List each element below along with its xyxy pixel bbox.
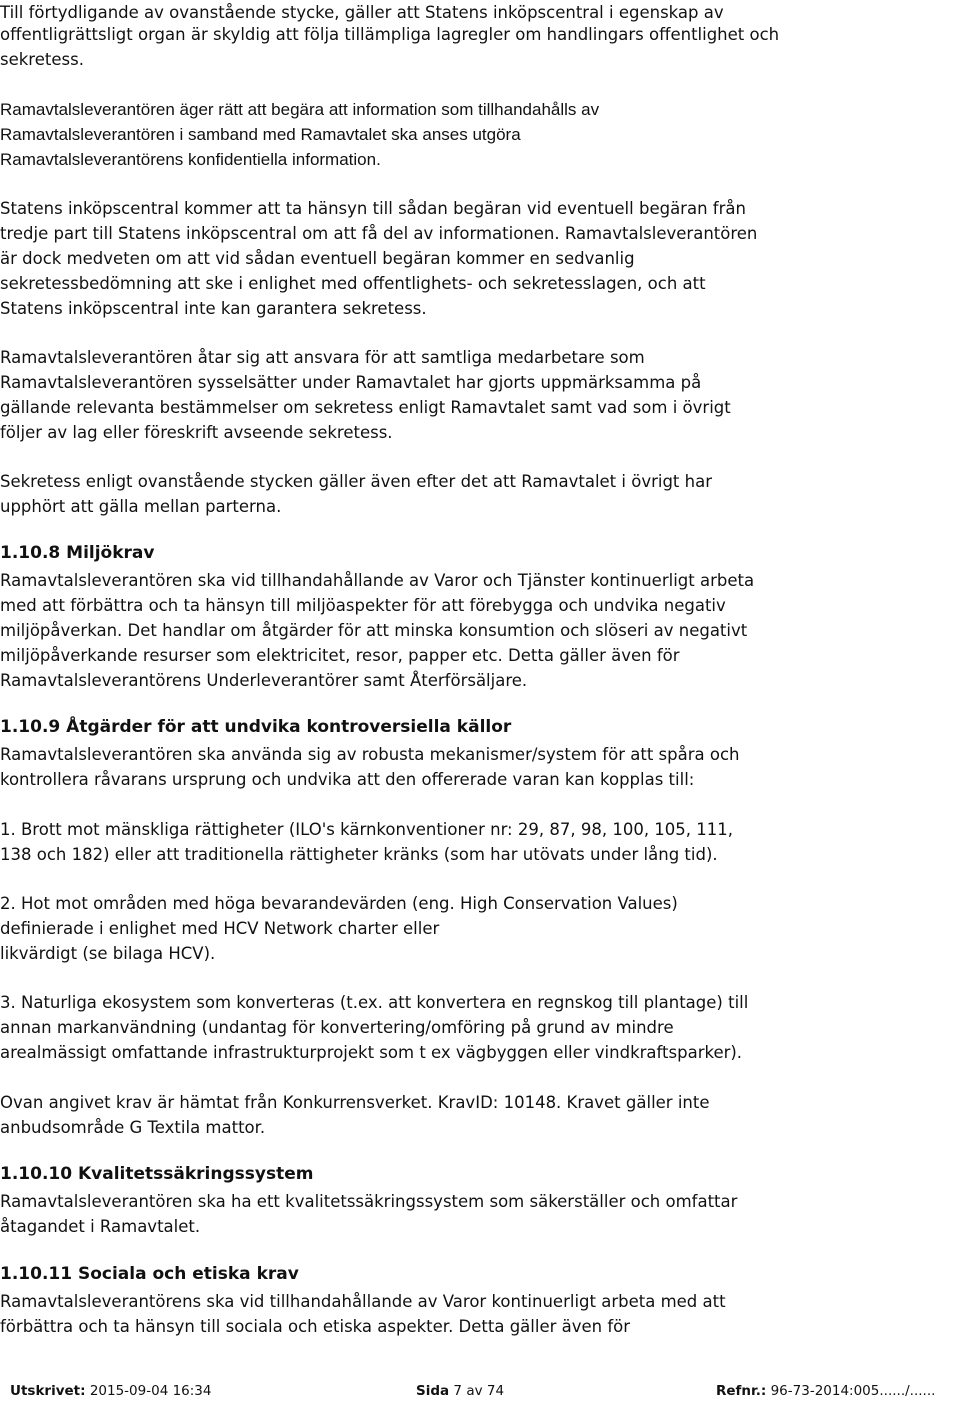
text-line: Sekretess enligt ovanstående stycken gäller även efter det att Ramavtalet i övrigt har bbox=[0, 472, 712, 491]
text-line: kontrollera råvarans ursprung och undvika att den offererade varan kan kopplas till: bbox=[0, 770, 695, 789]
text-line: definierade i enlighet med HCV Network charter eller bbox=[0, 919, 440, 938]
section-title: Sociala och etiska krav bbox=[77, 1264, 299, 1284]
text-line: Ramavtalsleverantören åtar sig att ansvara för att samtliga medarbetare som bbox=[0, 348, 645, 367]
text-line: Ramavtalsleverantören i samband med Ramavtalet ska anses utgöra bbox=[0, 125, 521, 144]
text-line: Ramavtalsleverantören sysselsätter under Ramavtalet har gjorts uppmärksamma på bbox=[0, 373, 702, 392]
text-line: Statens inköpscentral inte kan garantera sekretess. bbox=[0, 299, 427, 318]
text-line: 1. Brott mot mänskliga rättigheter (ILO's kärnkonventioner nr: 29, 87, 98, 100, 105, 111, bbox=[0, 820, 734, 839]
text-line: åtagandet i Ramavtalet. bbox=[0, 1217, 201, 1236]
footer-printed bbox=[10, 1382, 211, 1400]
text-line: offentligrättsligt organ är skyldig att följa tillämpliga lagregler om handlingars offentlighet och bbox=[0, 25, 780, 44]
text-line: miljöpåverkande resurser som elektricitet, resor, papper etc. Detta gäller även för bbox=[0, 646, 680, 665]
text-line: sekretessbedömning att ske i enlighet med offentlighets- och sekretesslagen, och att bbox=[0, 274, 706, 293]
section-heading bbox=[0, 1162, 313, 1187]
text-line: Ramavtalsleverantören äger rätt att begära att information som tillhandahålls av bbox=[0, 100, 600, 119]
page-footer bbox=[0, 1382, 960, 1400]
text-line: 2. Hot mot områden med höga bevarandevärden (eng. High Conservation Values) bbox=[0, 894, 678, 913]
page-label: Sida bbox=[416, 1383, 450, 1399]
ref-label: Refnr.: bbox=[716, 1383, 767, 1399]
ref-value: 96-73-2014:005....../...... bbox=[770, 1383, 936, 1399]
text-line: Ramavtalsleverantörens Underleverantörer samt Återförsäljare. bbox=[0, 671, 528, 690]
section-title: Miljökrav bbox=[66, 543, 155, 563]
printed-label: Utskrivet: bbox=[10, 1383, 86, 1399]
text-line: Ovan angivet krav är hämtat från Konkurrensverket. KravID: 10148. Kravet gäller inte bbox=[0, 1093, 710, 1112]
text-line: med att förbättra och ta hänsyn till miljöaspekter för att förebygga och undvika negativ bbox=[0, 596, 726, 615]
section-title: Åtgärder för att undvika kontroversiella källor bbox=[66, 717, 512, 737]
text-line: Ramavtalsleverantören ska använda sig av robusta mekanismer/system för att spåra och bbox=[0, 745, 740, 764]
text-line: Ramavtalsleverantörens ska vid tillhandahållande av Varor kontinuerligt arbeta med att bbox=[0, 1292, 726, 1311]
section-number: 1.10.9 bbox=[0, 717, 61, 737]
section-heading bbox=[0, 541, 154, 566]
text-line: Ramavtalsleverantören ska vid tillhandahållande av Varor och Tjänster kontinuerligt arbeta bbox=[0, 571, 755, 590]
page-current: 7 bbox=[453, 1383, 463, 1399]
text-line: följer av lag eller föreskrift avseende sekretess. bbox=[0, 423, 393, 442]
text-line: 3. Naturliga ekosystem som konverteras (t.ex. att konvertera en regnskog till plantage) till bbox=[0, 993, 749, 1012]
footer-reference bbox=[716, 1382, 935, 1400]
page-total: 74 bbox=[486, 1383, 505, 1399]
text-line: upphört att gälla mellan parterna. bbox=[0, 497, 282, 516]
text-line: miljöpåverkan. Det handlar om åtgärder för att minska konsumtion och slöseri av negativt bbox=[0, 621, 748, 640]
section-number: 1.10.8 bbox=[0, 543, 61, 563]
text-line: tredje part till Statens inköpscentral om att få del av informationen. Ramavtalsleverantören bbox=[0, 224, 758, 243]
text-line: förbättra och ta hänsyn till sociala och etiska aspekter. Detta gäller även för bbox=[0, 1317, 631, 1336]
text-line: annan markanvändning (undantag för konvertering/omföring på grund av mindre bbox=[0, 1018, 674, 1037]
section-heading bbox=[0, 1262, 299, 1287]
text-line: arealmässigt omfattande infrastrukturprojekt som t ex vägbyggen eller vindkraftsparker). bbox=[0, 1043, 743, 1062]
printed-value: 2015-09-04 16:34 bbox=[89, 1383, 212, 1399]
section-number: 1.10.11 bbox=[0, 1264, 73, 1284]
text-line: Till förtydligande av ovanstående stycke, gäller att Statens inköpscentral i egenskap av bbox=[0, 3, 724, 22]
footer-page-number bbox=[416, 1382, 504, 1400]
section-heading bbox=[0, 715, 511, 740]
page-of: av bbox=[466, 1383, 483, 1399]
text-line: anbudsområde G Textila mattor. bbox=[0, 1118, 266, 1137]
text-line: Statens inköpscentral kommer att ta hänsyn till sådan begäran vid eventuell begäran från bbox=[0, 199, 746, 218]
section-title: Kvalitetssäkringssystem bbox=[77, 1164, 314, 1184]
text-line: 138 och 182) eller att traditionella rättigheter kränks (som har utövats under lång tid). bbox=[0, 845, 718, 864]
text-line: likvärdigt (se bilaga HCV). bbox=[0, 944, 216, 963]
text-line: Ramavtalsleverantören ska ha ett kvalitetssäkringssystem som säkerställer och omfattar bbox=[0, 1192, 738, 1211]
text-line: Ramavtalsleverantörens konfidentiella information. bbox=[0, 150, 381, 169]
text-line: gällande relevanta bestämmelser om sekretess enligt Ramavtalet samt vad som i övrigt bbox=[0, 398, 731, 417]
text-line: är dock medveten om att vid sådan eventuell begäran kommer en sedvanlig bbox=[0, 249, 635, 268]
text-line: sekretess. bbox=[0, 50, 84, 69]
section-number: 1.10.10 bbox=[0, 1164, 73, 1184]
